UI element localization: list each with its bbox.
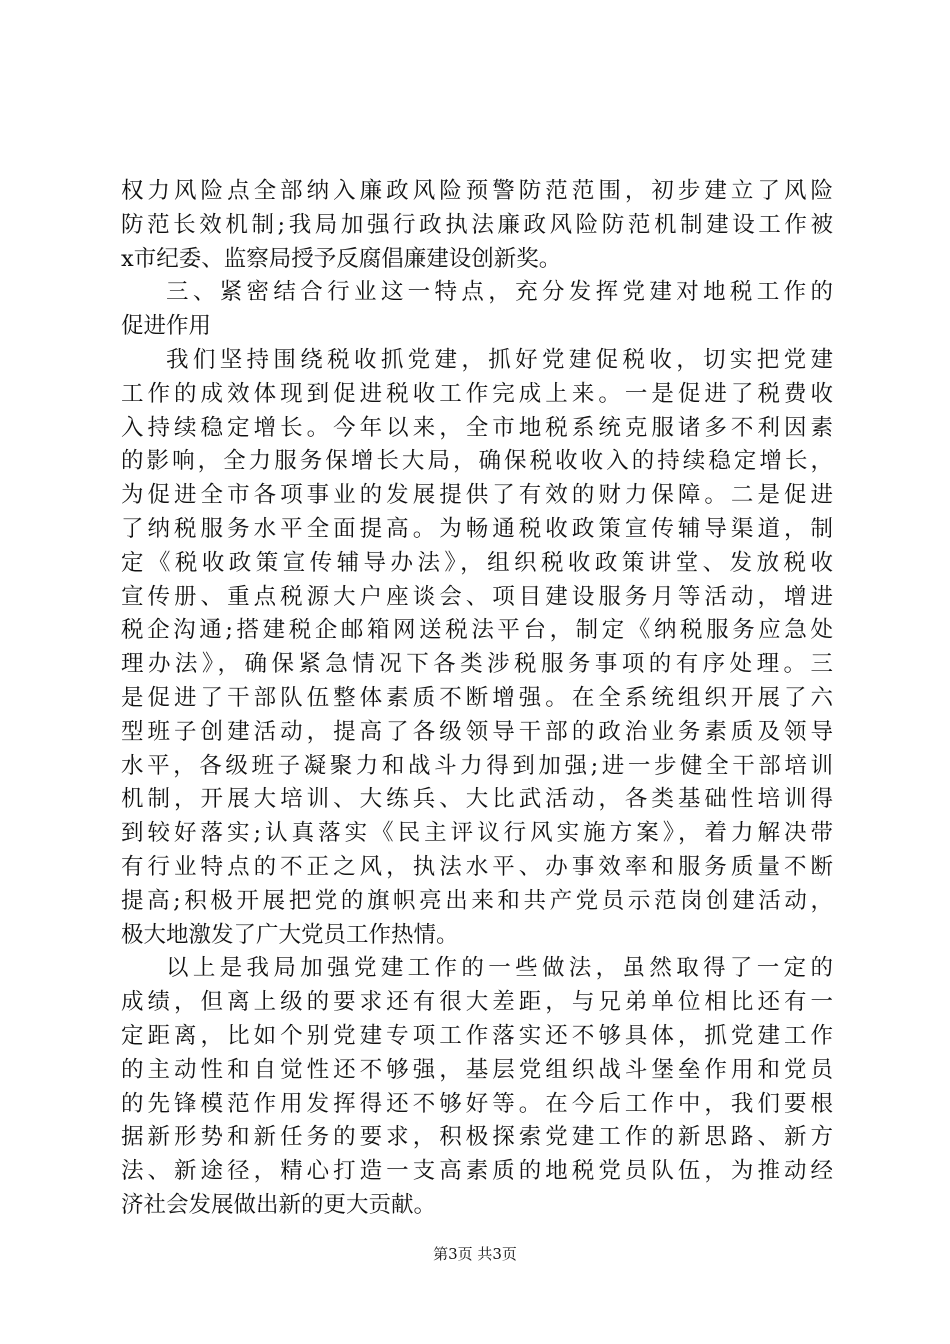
text-line: 济社会发展做出新的更大贡献。 — [121, 1191, 437, 1218]
text-line: 型班子创建活动，提高了各级领导干部的政治业务素质及领导 — [121, 718, 833, 745]
text-line: 据新形势和新任务的要求，积极探索党建工作的新思路、新方 — [121, 1124, 833, 1151]
text-line: 极大地激发了广大党员工作热情。 — [121, 921, 459, 948]
text-line: 权力风险点全部纳入廉政风险预警防范范围，初步建立了风险 — [121, 178, 833, 204]
text-line: 机制，开展大培训、大练兵、大比武活动，各类基础性培训得 — [121, 786, 833, 813]
text-line: 的先锋模范作用发挥得还不够好等。在今后工作中，我们要根 — [121, 1090, 833, 1117]
text-line: 定《税收政策宣传辅导办法》，组织税收政策讲堂、发放税收 — [121, 549, 833, 576]
text-line: 法、新途径，精心打造一支高素质的地税党员队伍，为推动经 — [121, 1158, 833, 1185]
text-line: 我们坚持围绕税收抓党建，抓好党建促税收，切实把党建 — [166, 346, 833, 373]
text-line: 的主动性和自觉性还不够强，基层党组织战斗堡垒作用和党员 — [121, 1056, 833, 1083]
text-line: 防范长效机制;我局加强行政执法廉政风险防范机制建设工作被 — [121, 211, 833, 238]
text-line: 了纳税服务水平全面提高。为畅通税收政策宣传辅导渠道，制 — [121, 515, 833, 542]
text-line: 有行业特点的不正之风，执法水平、办事效率和服务质量不断 — [121, 853, 833, 880]
text-line: 到较好落实;认真落实《民主评议行风实施方案》，着力解决带 — [121, 820, 833, 847]
text-line: 定距离，比如个别党建专项工作落实还不够具体，抓党建工作 — [121, 1022, 833, 1049]
text-line: 的影响，全力服务保增长大局，确保税收收入的持续稳定增长， — [121, 448, 833, 475]
text-line: 税企沟通;搭建税企邮箱网送税法平台，制定《纳税服务应急处 — [121, 617, 833, 644]
text-line: 理办法》，确保紧急情况下各类涉税服务事项的有序处理。三 — [121, 651, 833, 678]
text-line: 促进作用 — [121, 313, 212, 340]
text-line: 是促进了干部队伍整体素质不断增强。在全系统组织开展了六 — [121, 684, 833, 711]
page-footer: 第3页 共3页 — [433, 1245, 517, 1263]
text-line: 三、紧密结合行业这一特点，充分发挥党建对地税工作的 — [166, 279, 833, 306]
text-line: 工作的成效体现到促进税收工作完成上来。一是促进了税费收 — [121, 380, 833, 407]
text-line: 入持续稳定增长。今年以来，全市地税系统克服诸多不利因素 — [121, 414, 833, 441]
text-line: 为促进全市各项事业的发展提供了有效的财力保障。二是促进 — [121, 482, 833, 509]
document-body — [121, 175, 833, 1223]
text-line: 宣传册、重点税源大户座谈会、项目建设服务月等活动，增进 — [121, 583, 833, 610]
text-line: 提高;积极开展把党的旗帜亮出来和共产党员示范岗创建活动， — [121, 887, 833, 914]
text-line: x市纪委、监察局授予反腐倡廉建设创新奖。 — [121, 245, 562, 272]
text-line: 水平，各级班子凝聚力和战斗力得到加强;进一步健全干部培训 — [121, 752, 833, 779]
text-line: 以上是我局加强党建工作的一些做法，虽然取得了一定的 — [166, 955, 833, 982]
text-line: 成绩，但离上级的要求还有很大差距，与兄弟单位相比还有一 — [121, 989, 833, 1016]
